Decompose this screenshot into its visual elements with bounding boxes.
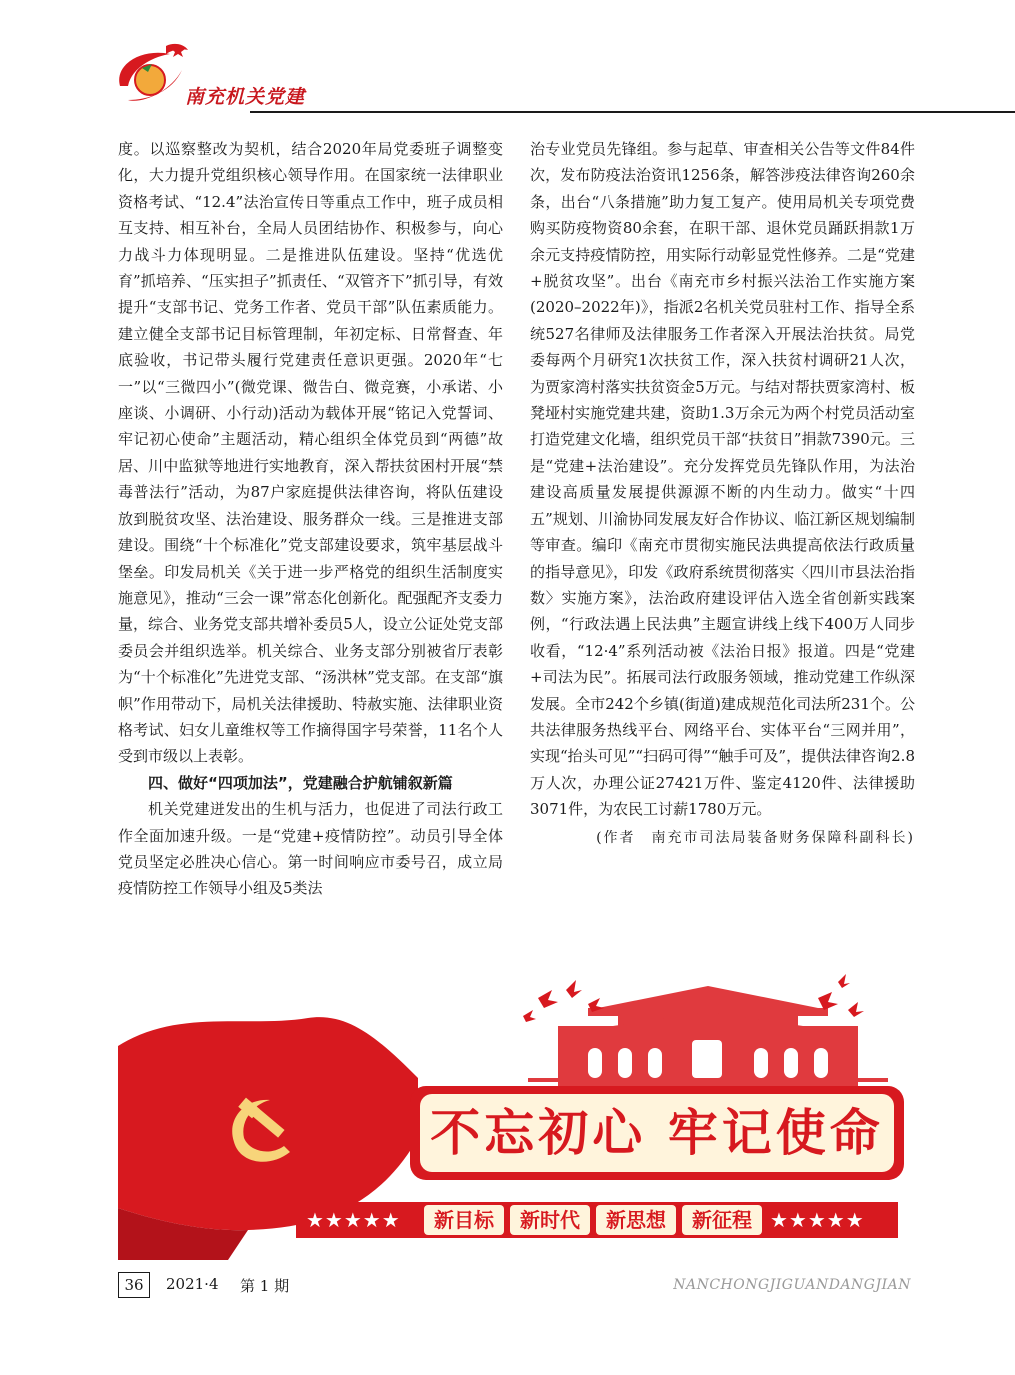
left-paragraph-2: 机关党建迸发出的生机与活力，也促进了司法行政工作全面加速升级。一是“党建+疫情防控”。动员引导全体党员坚定必胜决心信心。第一时间响应市委号召，成立局疫情防控工作领导小组及5类法: [118, 800, 503, 898]
banner-tag: 新时代: [510, 1205, 590, 1235]
left-column: [118, 136, 503, 902]
issue-number: 第 1 期: [240, 1277, 290, 1295]
party-logo-icon: [112, 40, 192, 112]
page-number: 36: [118, 1272, 150, 1298]
stars-left: ★★★★★: [306, 1208, 401, 1232]
left-paragraph-1: 度。以巡察整改为契机，结合2020年局党委班子调整变化，大力提升党组织核心领导作用。在国家统一法律职业资格考试、“12.4”法治宣传日等重点工作中，班子成员相互支持、相互补台，全局人员团结协作、积极参与，向心力战斗力体现明显。二是推进队伍建设。坚持“优选优育”抓培养、“压实担子”抓责任、“双管齐下”抓引导，有效提升“支部书记、党务工作者、党员干部”队伍素质能力。建立健全支部书记目标管理制，年初定标、日常督查、年底验收，书记带头履行党建责任意识更强。2020年“七一”以“三微四小”(微党课、微告白、微竞赛，小承诺、小座谈、小调研、小行动)活动为载体开展“铭记入党誓词、牢记初心使命”主题活动，精心组织全体党员到“两德”故居、川中监狱等地进行实地教育，深入帮扶贫困村开展“禁毒普法行”活动，为87户家庭提供法律咨询，将队伍建设放到脱贫攻坚、法治建设、服务群众一线。三是推进支部建设。围绕“十个标准化”党支部建设要求，筑牢基层战斗堡垒。印发局机关《关于进一步严格党的组织生活制度实施意见》，推动“三会一课”常态化创新化。配强配齐支委力量，综合、业务党支部共增补委员5人，设立公证处党支部委员会并组织选举。机关综合、业务支部分别被省厅表彰为“十个标准化”先进党支部、“汤洪林”党支部。在支部“旗帜”作用带动下，局机关法律援助、特赦实施、法律职业资格考试、妇女儿童维权等工作摘得国字号荣誉，11名个人受到市级以上表彰。: [118, 140, 503, 766]
right-column: [530, 136, 915, 851]
journal-name: NANCHONGJIGUANDANGJIAN: [673, 1277, 911, 1293]
banner-tag: 新思想: [596, 1205, 676, 1235]
page-header: [0, 0, 1015, 120]
right-paragraph-1: 治专业党员先锋组。参与起草、审查相关公告等文件84件次，发布防疫法治资讯1256条，解答涉疫法律咨询260余条，出台“八条措施”助力复工复产。使用局机关专项党费购买防疫物资80余套，在职干部、退休党员踊跃捐款1万余元支持疫情防控，用实际行动彰显党性修养。二是“党建+脱贫攻坚”。出台《南充市乡村振兴法治工作实施方案(2020–2022年)》，指派2名机关党员驻村工作、指导全系统527名律师及法律服务工作者深入开展法治扶贫。局党委每两个月研究1次扶贫工作，深入扶贫村调研21人次，为贾家湾村落实扶贫资金5万元。与结对帮扶贾家湾村、板凳垭村实施党建共建，资助1.3万余元为两个村党员活动室打造党建文化墙，组织党员干部“扶贫日”捐款7390元。三是“党建+法治建设”。充分发挥党员先锋队作用，为法治建设高质量发展提供源源不断的内生动力。做实“十四五”规划、川渝协同发展友好合作协议、临江新区规划编制等审查。编印《南充市贯彻实施民法典提高依法行政质量的指导意见》，印发《政府系统贯彻落实〈四川市县法治指数〉实施方案》，法治政府建设评估入选全省创新实践案例，“行政法遇上民法典”主题宣讲线上线下400万人同步收看，“12·4”系列活动被《法治日报》报道。四是“党建+司法为民”。拓展司法行政服务领域，推动党建工作纵深发展。全市242个乡镇(街道)建成规范化司法所231个。公共法律服务热线平台、网络平台、实体平台“三网并用”，实现“抬头可见”“扫码可得”“触手可及”，提供法律咨询2.8万人次，办理公证27421万件、鉴定4120件、法律援助3071件，为农民工讨薪1780万元。: [530, 140, 915, 819]
section-heading: 四、做好“四项加法”，党建融合护航铺叙新篇: [148, 773, 453, 792]
issue-date: 2021·4: [166, 1275, 219, 1293]
banner-tag: 新目标: [424, 1205, 504, 1235]
page-footer: [118, 1272, 911, 1300]
brand-title: 南充机关党建: [185, 86, 306, 108]
author-note: (作者 南充市司法局装备财务保障科副科长): [596, 829, 915, 846]
stars-right: ★★★★★: [770, 1208, 865, 1232]
slogan-banner: [118, 968, 911, 1260]
header-rule: [250, 111, 1015, 113]
slogan-text: 不忘初心 牢记使命: [430, 1103, 884, 1162]
banner-tag: 新征程: [682, 1205, 762, 1235]
